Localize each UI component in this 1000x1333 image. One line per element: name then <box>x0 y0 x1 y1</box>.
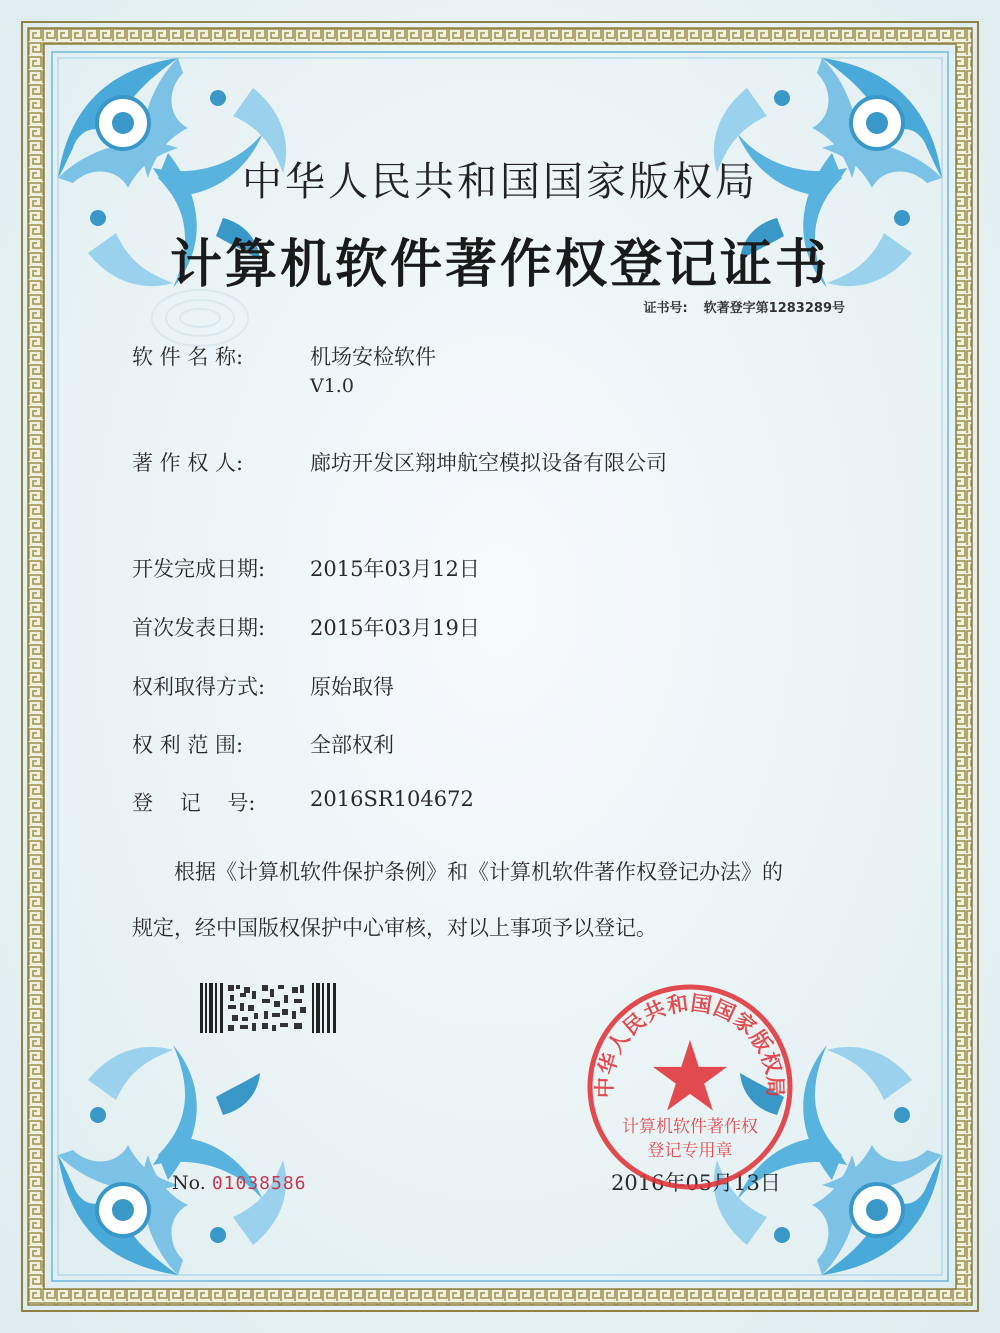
certificate-title: 计算机软件著作权登记证书 <box>169 235 830 295</box>
software-version: V1.0 <box>310 375 354 397</box>
field-value: 机场安检软件 <box>310 345 436 369</box>
seal-inner-line-2: 登记专用章 <box>647 1141 733 1161</box>
field-label: 软 件 名 称: <box>132 345 244 369</box>
star-icon <box>653 1040 727 1111</box>
field-rights-scope <box>132 729 394 759</box>
legal-statement <box>132 844 902 956</box>
field-label: 首次发表日期: <box>132 616 266 640</box>
field-label: 权 利 范 围: <box>132 733 244 757</box>
certificate-number-value: 软著登字第1283289号 <box>703 301 845 316</box>
issue-date: 2016年05月13日 <box>611 1171 781 1195</box>
seal-outer-text: 中华人民共和国国家版权局 <box>592 990 788 1099</box>
certificate-number-label: 证书号: <box>643 301 688 316</box>
official-seal <box>585 982 795 1192</box>
serial-number-value: 01038586 <box>211 1173 307 1194</box>
field-value: 2016SR104672 <box>310 787 474 811</box>
field-value: 廊坊开发区翔坤航空模拟设备有限公司 <box>310 451 667 475</box>
serial-number-label: No. <box>172 1172 206 1194</box>
field-registration-number <box>132 787 474 817</box>
field-label: 著 作 权 人: <box>132 451 244 475</box>
field-value: 全部权利 <box>310 733 394 757</box>
field-label: 登 记 号: <box>132 791 256 815</box>
field-value: 2015年03月19日 <box>310 616 480 640</box>
field-value: 2015年03月12日 <box>310 557 480 581</box>
field-software-name <box>132 341 436 397</box>
serial-number <box>172 1172 307 1194</box>
field-label: 权利取得方式: <box>132 675 266 699</box>
seal-inner-line-1: 计算机软件著作权 <box>622 1117 758 1137</box>
field-owner <box>132 447 667 477</box>
field-value: 原始取得 <box>310 675 394 699</box>
statement-line-2: 规定，经中国版权保护中心审核，对以上事项予以登记。 <box>132 916 657 940</box>
certificate-number <box>643 297 845 316</box>
field-rights-method <box>132 671 394 701</box>
field-first-publish-date <box>132 612 480 642</box>
issuer-heading: 中华人民共和国国家版权局 <box>242 159 758 205</box>
2d-barcode <box>200 983 338 1033</box>
statement-line-1: 根据《计算机软件保护条例》和《计算机软件著作权登记办法》的 <box>174 860 783 884</box>
field-dev-complete-date <box>132 553 480 583</box>
field-label: 开发完成日期: <box>132 557 266 581</box>
